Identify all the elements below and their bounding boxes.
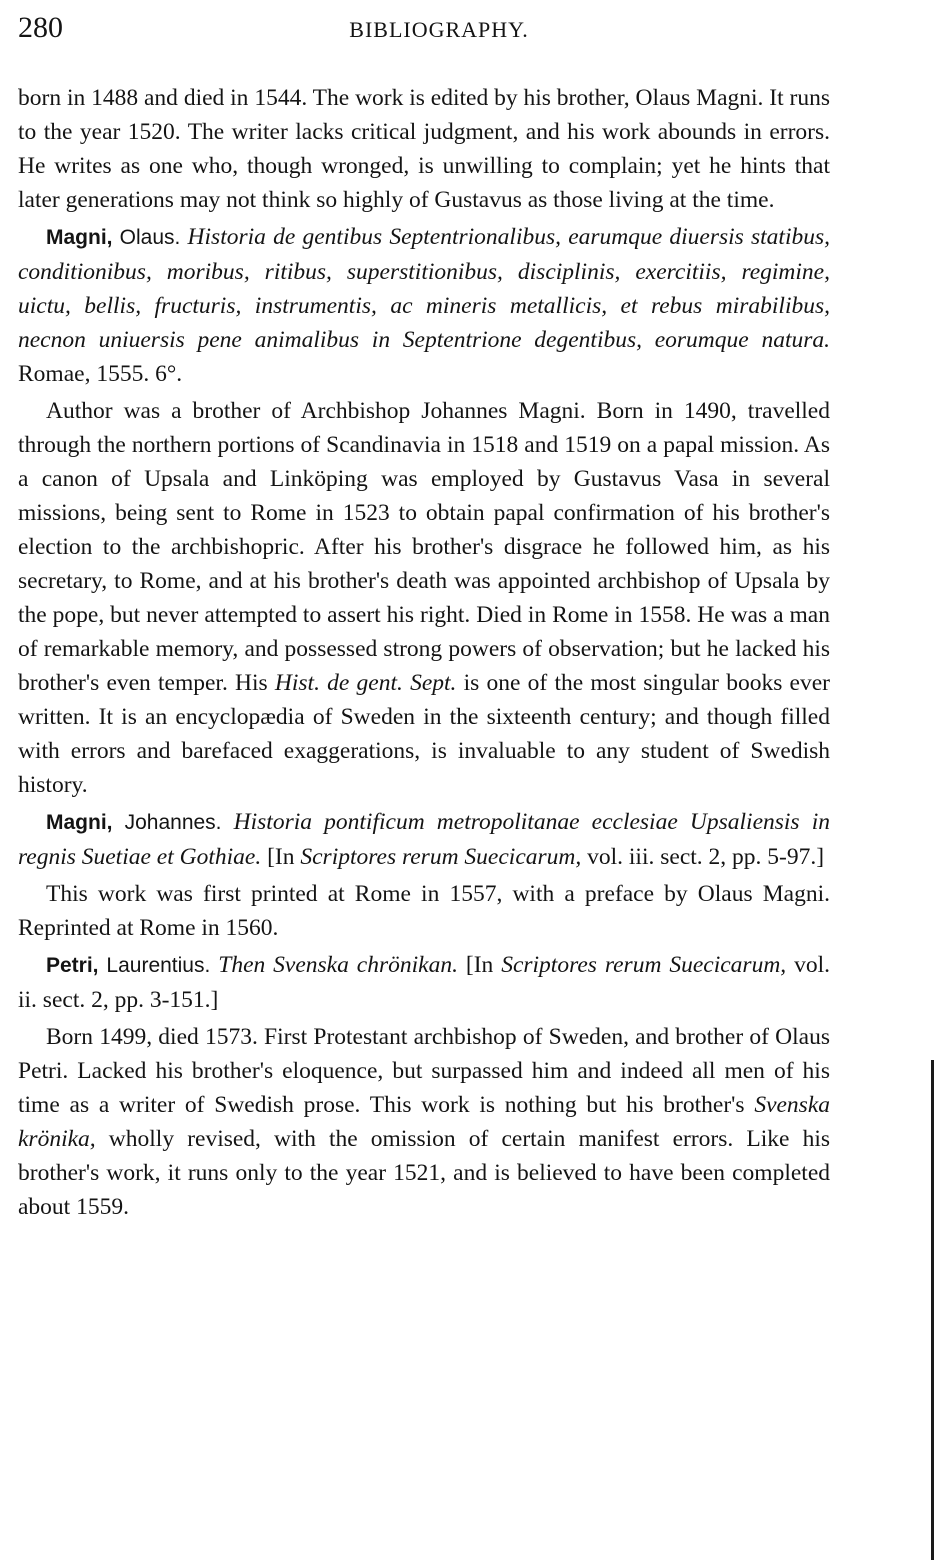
entry-given-name: Olaus. bbox=[112, 226, 181, 249]
paragraph-continued bbox=[18, 81, 830, 217]
entry-given-name: Johannes. bbox=[112, 811, 222, 834]
bibliography-entry-petri-laurentius bbox=[18, 948, 830, 1017]
scan-margin-rule bbox=[931, 1060, 934, 1560]
entry-series: Scriptores rerum Suecicarum, bbox=[300, 844, 582, 870]
entry-title: Historia de gentibus Septentrionalibus, earumque diuersis statibus, conditionibus, moribus, ritibus, superstitionibus, disciplinis, exercitiis, regimine, uictu, bellis, fructuris, instrumentis, ac mineris metallicis, et rebus mirabilibus, necnon uniuersis pene animalibus in Septentrione degentibus, eorumque natura. bbox=[18, 224, 830, 353]
entry-author: Petri, bbox=[46, 954, 99, 977]
page-number: 280 bbox=[18, 11, 63, 44]
running-head bbox=[18, 8, 830, 48]
annotation-text-cont: is one of the most singular books ever written. It is an encyclopædia of Sweden in the sixteenth century; and though filled with errors and barefaced exaggerations, is invaluable to any student of Swedish history. bbox=[18, 670, 830, 798]
entry-series: Scriptores rerum Suecicarum, bbox=[501, 952, 787, 978]
entry-author: Magni, bbox=[46, 811, 113, 834]
annotation-olaus-magni bbox=[18, 394, 830, 802]
paragraph-text: born in 1488 and died in 1544. The work is edited by his brother, Olaus Magni. It runs to the year 1520. The writer lacks critical judgment, and his work abounds in errors. He writes as one who, though wronged, is unwilling to complain; yet he hints that later generations may not think so highly of Gustavus as those living at the time. bbox=[18, 85, 830, 213]
entry-imprint: Romae, 1555. 6°. bbox=[18, 361, 183, 387]
running-title: BIBLIOGRAPHY. bbox=[349, 17, 529, 42]
entry-given-name: Laurentius. bbox=[98, 954, 211, 977]
bibliography-entry-magni-johannes bbox=[18, 805, 830, 874]
annotation-italic-title: Svenska krönika, bbox=[18, 1092, 830, 1152]
entry-title: Historia pontificum metropolitanae ecclesiae Upsaliensis in regnis Suetiae et Gothiae. bbox=[18, 809, 830, 870]
entry-bracket-open: [In bbox=[261, 844, 301, 870]
annotation-laurentius-petri bbox=[18, 1020, 830, 1224]
entry-author: Magni, bbox=[46, 226, 113, 249]
annotation-text: Born 1499, died 1573. First Protestant archbishop of Sweden, and brother of Olaus Petri. Lacked his brother's eloquence, but surpassed him and indeed all men of his time as a writer of Swedish prose. This work is nothing but his brother's bbox=[18, 1024, 830, 1118]
annotation-text-cont: wholly revised, with the omission of certain manifest errors. Like his brother's work, it runs only to the year 1521, and is believed to have been completed about 1559. bbox=[18, 1126, 830, 1220]
entry-bracket-open: [In bbox=[457, 952, 502, 978]
body-text bbox=[18, 81, 830, 1227]
entry-bracket-close: vol. ii. sect. 2, pp. 3-151.] bbox=[18, 952, 830, 1013]
bibliography-entry-magni-olaus bbox=[18, 220, 830, 391]
annotation-text: This work was first printed at Rome in 1557, with a preface by Olaus Magni. Reprinted at Rome in 1560. bbox=[18, 881, 830, 941]
annotation-johannes-magni bbox=[18, 877, 830, 945]
annotation-text: Author was a brother of Archbishop Johannes Magni. Born in 1490, travelled through the northern portions of Scandinavia in 1518 and 1519 on a papal mission. As a canon of Upsala and Linköping was employed by Gustavus Vasa in several missions, being sent to Rome in 1523 to obtain papal confirmation of his brother's election to the archbishopric. After his brother's disgrace he followed him, as his secretary, to Rome, and at his brother's death was appointed archbishop of Upsala by the pope, but never attempted to assert his right. Died in Rome in 1558. He was a man of remarkable memory, and possessed strong powers of observation; but he lacked his brother's even temper. His bbox=[18, 398, 830, 696]
annotation-italic-title: Hist. de gent. Sept. bbox=[274, 670, 457, 696]
entry-title: Then Svenska chrönikan. bbox=[210, 952, 458, 978]
entry-bracket-close: vol. iii. sect. 2, pp. 5-97.] bbox=[581, 844, 825, 870]
